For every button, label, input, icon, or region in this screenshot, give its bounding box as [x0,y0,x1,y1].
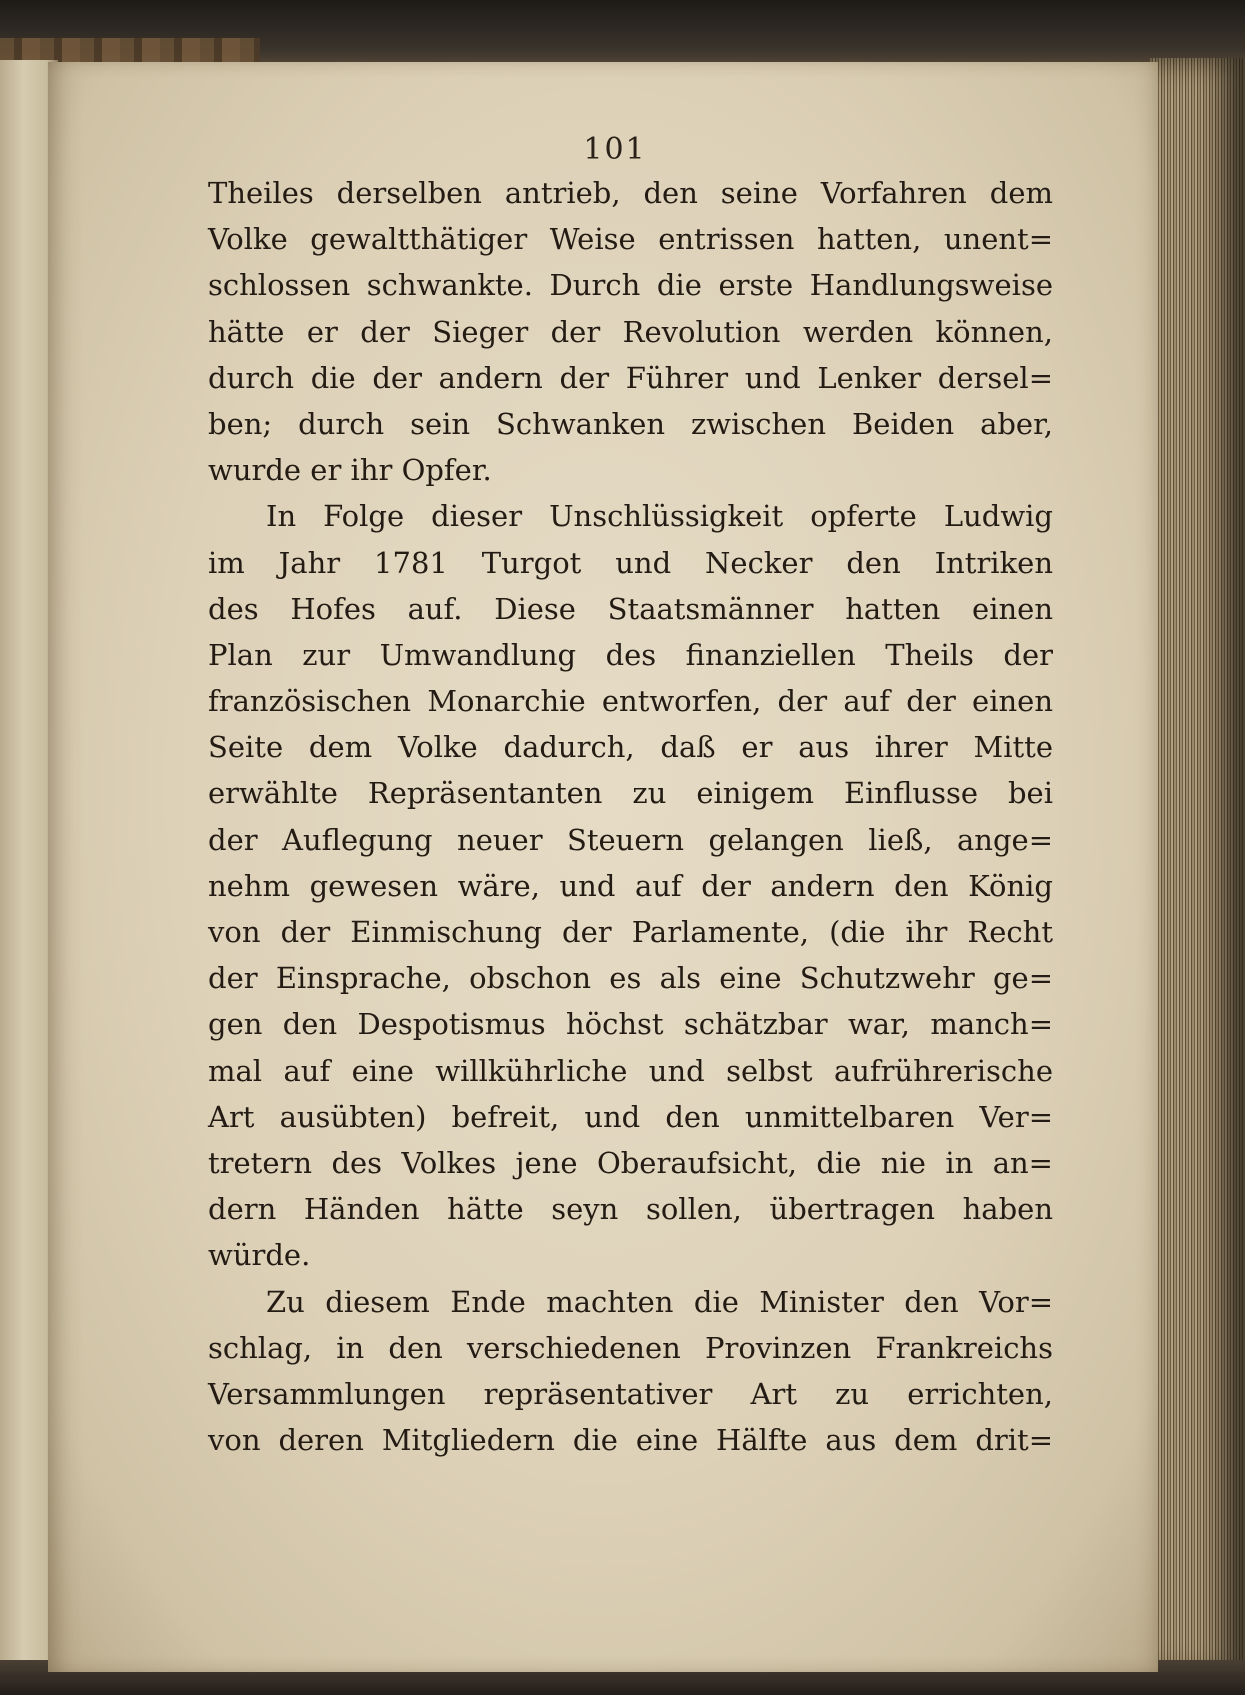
text-line: des Hofes auf. Diese Staatsmänner hatten einen [208,591,1053,626]
text-line: nehm gewesen wäre, und auf der andern den König [208,868,1053,903]
text-line: französischen Monarchie entworfen, der auf der einen [208,684,1053,719]
page-text [208,170,1053,1463]
text-line: von der Einmischung der Parlamente, (die ihr Recht [208,915,1053,949]
text-line: der Auflegung neuer Steuern gelangen ließ, ange= [208,822,1053,857]
text-line: Volke gewaltthätiger Weise entrissen hatten, unent= [208,222,1053,257]
text-line: Zu diesem Ende machten die Minister den Vor= [266,1284,1053,1319]
text-line: der Einsprache, obschon es als eine Schutzwehr ge= [208,961,1053,996]
text-line: im Jahr 1781 Turgot und Necker den Intriken [208,545,1053,580]
text-line: Versammlungen repräsentativer Art zu errichten, [208,1376,1053,1411]
page-number: 101 [583,132,647,167]
page-block-edges [1150,58,1245,1678]
text-line: wurde er ihr Opfer. [208,453,492,488]
text-line: durch die der andern der Führer und Lenker dersel= [208,360,1053,395]
text-line: dern Händen hätte seyn sollen, übertragen haben [208,1192,1053,1227]
text-line: gen den Despotismus höchst schätzbar war, manch= [208,1007,1053,1042]
text-line: erwählte Repräsentanten zu einigem Einflusse bei [208,776,1053,811]
text-line: mal auf eine willkührliche und selbst aufrührerische [208,1053,1053,1088]
text-line: hätte er der Sieger der Revolution werden können, [208,314,1053,349]
text-line: ben; durch sein Schwanken zwischen Beiden aber, [208,406,1053,441]
text-line: Theiles derselben antrieb, den seine Vorfahren dem [208,176,1053,210]
text-line: Plan zur Umwandlung des finanziellen Theils der [208,637,1053,672]
text-line: würde. [208,1238,311,1273]
text-line: Art ausübten) befreit, und den unmittelbaren Ver= [208,1099,1053,1134]
text-line: tretern des Volkes jene Oberaufsicht, die nie in an= [208,1145,1053,1180]
text-line: Seite dem Volke dadurch, daß er aus ihrer Mitte [208,730,1053,765]
text-line: In Folge dieser Unschlüssigkeit opferte Ludwig [266,499,1053,534]
text-line: schlag, in den verschiedenen Provinzen Frankreichs [208,1330,1053,1365]
text-line: schlossen schwankte. Durch die erste Handlungsweise [208,268,1053,303]
text-line: von deren Mitgliedern die eine Hälfte aus dem drit= [208,1423,1053,1458]
